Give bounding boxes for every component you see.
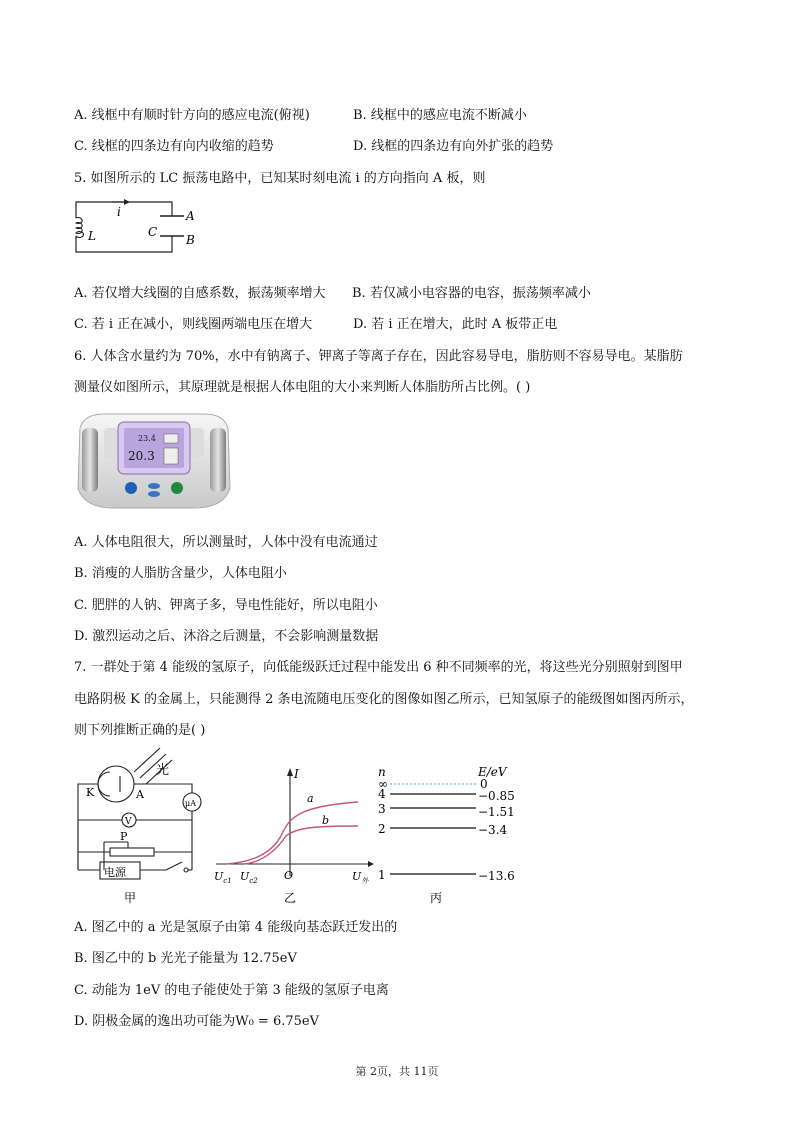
level-2-e: −3.4 [478, 823, 508, 837]
energy-unit-label: E/eV [478, 765, 507, 779]
level-3-n: 3 [378, 802, 386, 816]
energy-level-figure [374, 762, 524, 910]
figure-bing-caption: 丙 [430, 891, 443, 905]
current-arrow-icon [124, 199, 130, 205]
q7-option-a: A. 图乙中的 a 光是氢原子由第 4 能级向基态跃迁发出的 [74, 920, 398, 935]
left-grip-electrode [82, 428, 98, 492]
level-1-n: 1 [378, 868, 386, 882]
uc1-label: $U_{c1}$ [214, 870, 232, 885]
q5-option-b: B. 若仅减小电容器的电容，振荡频率减小 [352, 286, 591, 301]
q6-option-a: A. 人体电阻很大，所以测量时，人体中没有电流通过 [74, 535, 378, 550]
page-footer: 第 2页，共 11页 [355, 1065, 439, 1078]
anode-label: A [136, 788, 144, 801]
q5-stem: 5. 如图所示的 LC 振荡电路中，已知某时刻电流 i 的方向指向 A 板，则 [74, 171, 486, 186]
curve-a-label: a [307, 792, 314, 805]
q6-stem-line2: 测量仪如图所示，其原理就是根据人体电阻的大小来判断人体脂肪所占比例。( ) [74, 380, 531, 395]
label-A: A [186, 209, 195, 223]
lcd-reading-main: 20.3 [128, 449, 155, 463]
lcd-reading-top: 23.4 [138, 434, 156, 443]
light-label: 光 [156, 763, 170, 778]
label-L: L [88, 229, 96, 243]
q7-stem-line3: 则下列推断正确的是( ) [74, 723, 206, 738]
figure-jia-caption: 甲 [124, 891, 137, 905]
q7-stem-line2: 电路阴极 K 的金属上，只能测得 2 条电流随电压变化的图像如图乙所示，已知氢原子的能级图如图丙所示， [74, 692, 694, 707]
level-inf-e: 0 [480, 777, 488, 791]
figure-yi-caption: 乙 [284, 891, 297, 905]
curve-b [244, 826, 358, 864]
axis-I-label: I [294, 767, 299, 781]
origin-label: O [284, 869, 294, 882]
q6-option-b: B. 消瘦的人脂肪含量少，人体电阻小 [74, 566, 287, 581]
q6-option-c: C. 肥胖的人钠、钾离子多，导电性能好，所以电阻小 [74, 598, 378, 613]
inductor-coil [76, 218, 83, 238]
level-4-e: −0.85 [478, 789, 515, 803]
q5-option-a: A. 若仅增大线圈的自感系数，振荡频率增大 [74, 286, 326, 301]
iu-curve-figure [212, 764, 380, 910]
q4-option-a: A. 线框中有顺时针方向的感应电流(俯视) [74, 108, 310, 123]
level-1-e: −13.6 [478, 869, 515, 883]
q4-option-b: B. 线框中的感应电流不断减小 [353, 108, 527, 123]
microammeter-label: μA [185, 799, 196, 808]
q6-stem-line1: 6. 人体含水量约为 70%，水中有钠离子、钾离子等离子存在，因此容易导电，脂肪则不容易导电。某脂肪 [74, 349, 683, 364]
rheostat [110, 848, 154, 856]
power-source-label: 电源 [104, 866, 126, 879]
green-button-right [171, 482, 183, 494]
blue-button-left [125, 482, 137, 494]
lc-circuit-figure [68, 196, 208, 258]
curve-b-label: b [322, 814, 330, 827]
level-inf-n: ∞ [378, 777, 388, 791]
n-label: n [378, 765, 386, 779]
cathode-label: K [86, 786, 95, 799]
slider-label: P [120, 830, 128, 843]
phototube [98, 766, 134, 802]
photoelectric-circuit-figure [70, 742, 210, 908]
q6-option-d: D. 激烈运动之后、沐浴之后测量，不会影响测量数据 [74, 629, 379, 644]
level-3-e: −1.51 [478, 805, 515, 819]
uc2-label: $U_{c2}$ [240, 870, 258, 885]
q5-option-d: D. 若 i 正在增大，此时 A 板带正电 [353, 317, 558, 332]
q7-stem-line1: 7. 一群处于第 4 能级的氢原子，向低能级跃迁过程中能发出 6 种不同频率的光，将这些光分别照射到图甲 [74, 660, 683, 675]
right-grip-electrode [210, 428, 226, 492]
q4-option-d: D. 线框的四条边有向外扩张的趋势 [353, 139, 554, 154]
q7-option-c: C. 动能为 1eV 的电子能使处于第 3 能级的氢原子电离 [74, 983, 389, 998]
q7-option-d: D. 阴极金属的逸出功可能为W₀ = 6.75eV [74, 1014, 319, 1029]
voltmeter-label: V [125, 817, 132, 827]
q7-option-b: B. 图乙中的 b 光光子能量为 12.75eV [74, 951, 297, 966]
label-i: i [117, 205, 121, 219]
label-C: C [148, 225, 158, 239]
level-2-n: 2 [378, 822, 386, 836]
q4-option-c: C. 线框的四条边有向内收缩的趋势 [74, 139, 274, 154]
u-out-label: $U_外$ [352, 870, 369, 885]
label-B: B [186, 233, 195, 247]
level-4-n: 4 [378, 787, 386, 801]
fat-meter-image [74, 408, 234, 516]
q5-option-c: C. 若 i 正在减小，则线圈两端电压在增大 [74, 317, 313, 332]
